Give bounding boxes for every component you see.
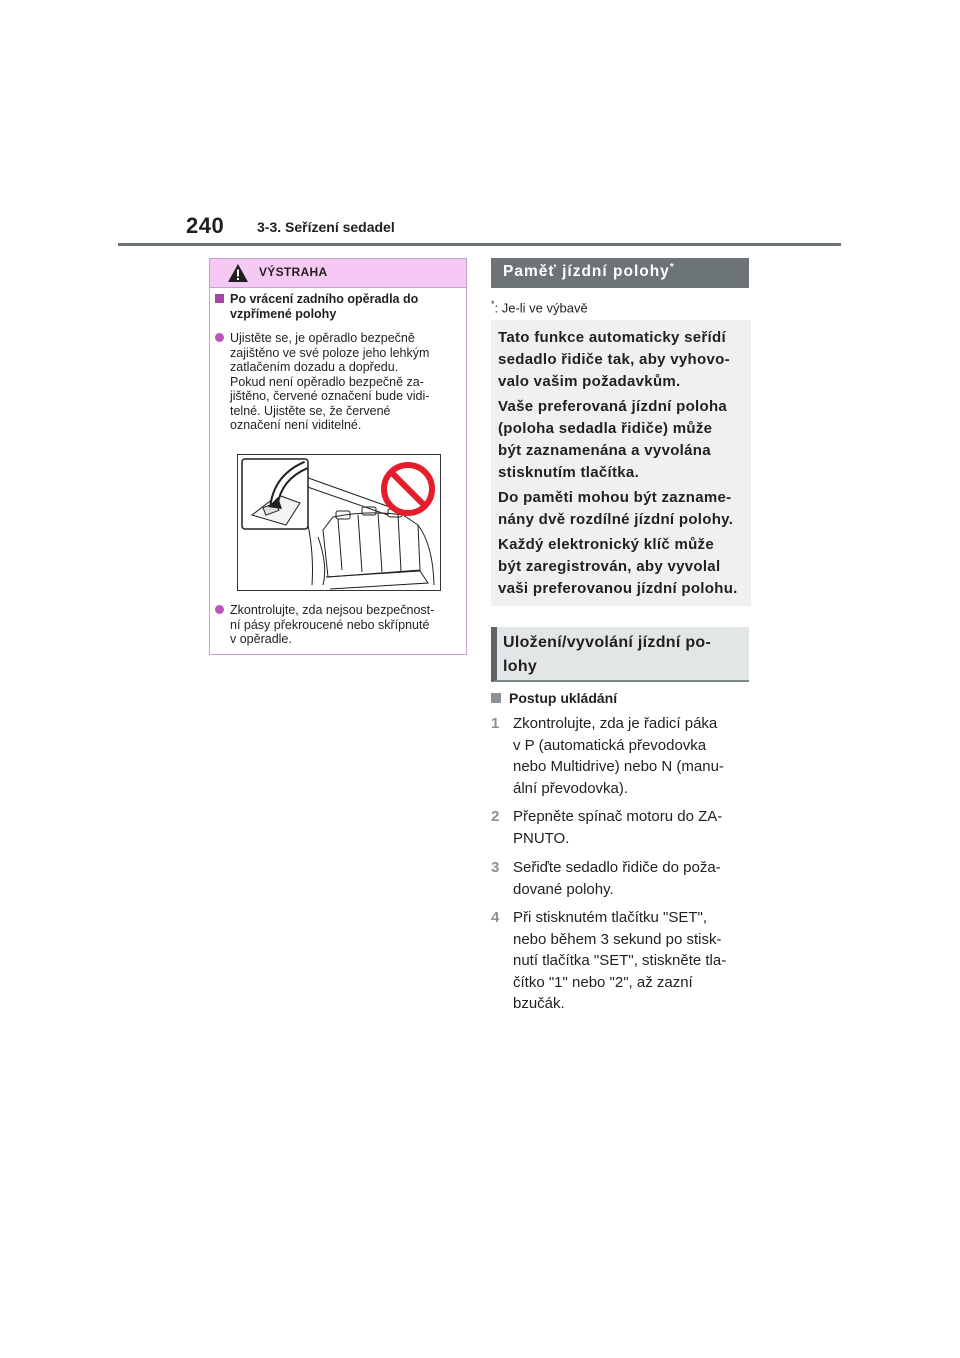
warning-triangle-icon [227,263,249,283]
seat-illustration [237,454,441,591]
warning-heading [215,292,460,321]
step-4 [491,907,753,1015]
page-number: 240 [186,213,225,238]
warning-header [210,259,466,288]
round-bullet-icon [215,605,224,614]
function-paragraph-3: Do paměti mohou být zazname- nány dvě rozdílné jízdní polohy. [498,489,734,528]
step-number: 3 [491,859,500,876]
step-number: 4 [491,909,500,926]
function-paragraph-4: Každý elektronický klíč může být zaregistrován, aby vyvolal vaši preferovanou jízdní polohu. [498,536,738,597]
procedure-heading: Postup ukládání [491,690,617,706]
square-bullet-icon [491,693,501,703]
step-number: 2 [491,808,500,825]
save-recall-section-title: Uložení/vyvolání jízdní po- lohy [503,634,712,675]
step-2 [491,806,753,849]
header-rule [118,243,841,246]
memory-section-title: Paměť jízdní polohy* [503,262,675,281]
step-1 [491,713,753,799]
function-description-box [491,320,751,606]
step-text: Zkontrolujte, zda je řadicí páka v P (automatická převodovka nebo Multidrive) nebo N (manu- ální převodovka). [513,715,724,797]
section-title: 3-3. Seřízení sedadel [257,219,395,235]
step-text: Přepněte spínač motoru do ZA- PNUTO. [513,808,723,847]
rear-seat-illustration-icon [238,455,440,590]
warning-heading-text: Po vrácení zadního opěradla do vzpřímené polohy [230,292,419,321]
step-text: Při stisknutém tlačítku "SET", nebo během 3 sekund po stisk- nutí tlačítka "SET", stiskněte tla- čítko "1" nebo "2", až zazní bzučák. [513,909,727,1013]
step-number: 1 [491,715,500,732]
step-3 [491,857,753,900]
warning-box [209,258,467,655]
function-paragraph-1: Tato funkce automaticky seřídí sedadlo řidiče tak, aby vyhovo- valo vašim požadavkům. [498,329,730,390]
memory-section-header [491,258,749,288]
warning-bullet-1-text: Ujistěte se, je opěradlo bezpečně zajištěno ve své poloze jeho lehkým zatlačením dozadu a dopředu. Pokud není opěradlo bezpečně za- jištěno, červené označení bude vidi- telné. Ujistěte se, že červené označení není viditelné. [230,331,430,432]
warning-bullet-2-text: Zkontrolujte, zda nejsou bezpečnost- ní pásy překroucené nebo skřípnuté v opěradle. [230,603,435,646]
warning-bullet-1 [215,331,463,433]
save-recall-section-header [491,627,749,682]
warning-bullet-2 [215,603,463,647]
warning-title: VÝSTRAHA [259,265,328,279]
step-text: Seřiďte sedadlo řidiče do poža- dované polohy. [513,859,721,898]
square-bullet-icon [215,294,224,303]
function-paragraph-2: Vaše preferovaná jízdní poloha (poloha sedadla řidiče) může být zaznamenána a vyvolána stisknutím tlačítka. [498,398,728,481]
round-bullet-icon [215,333,224,342]
footnote: *: Je-li ve výbavě [491,299,588,316]
